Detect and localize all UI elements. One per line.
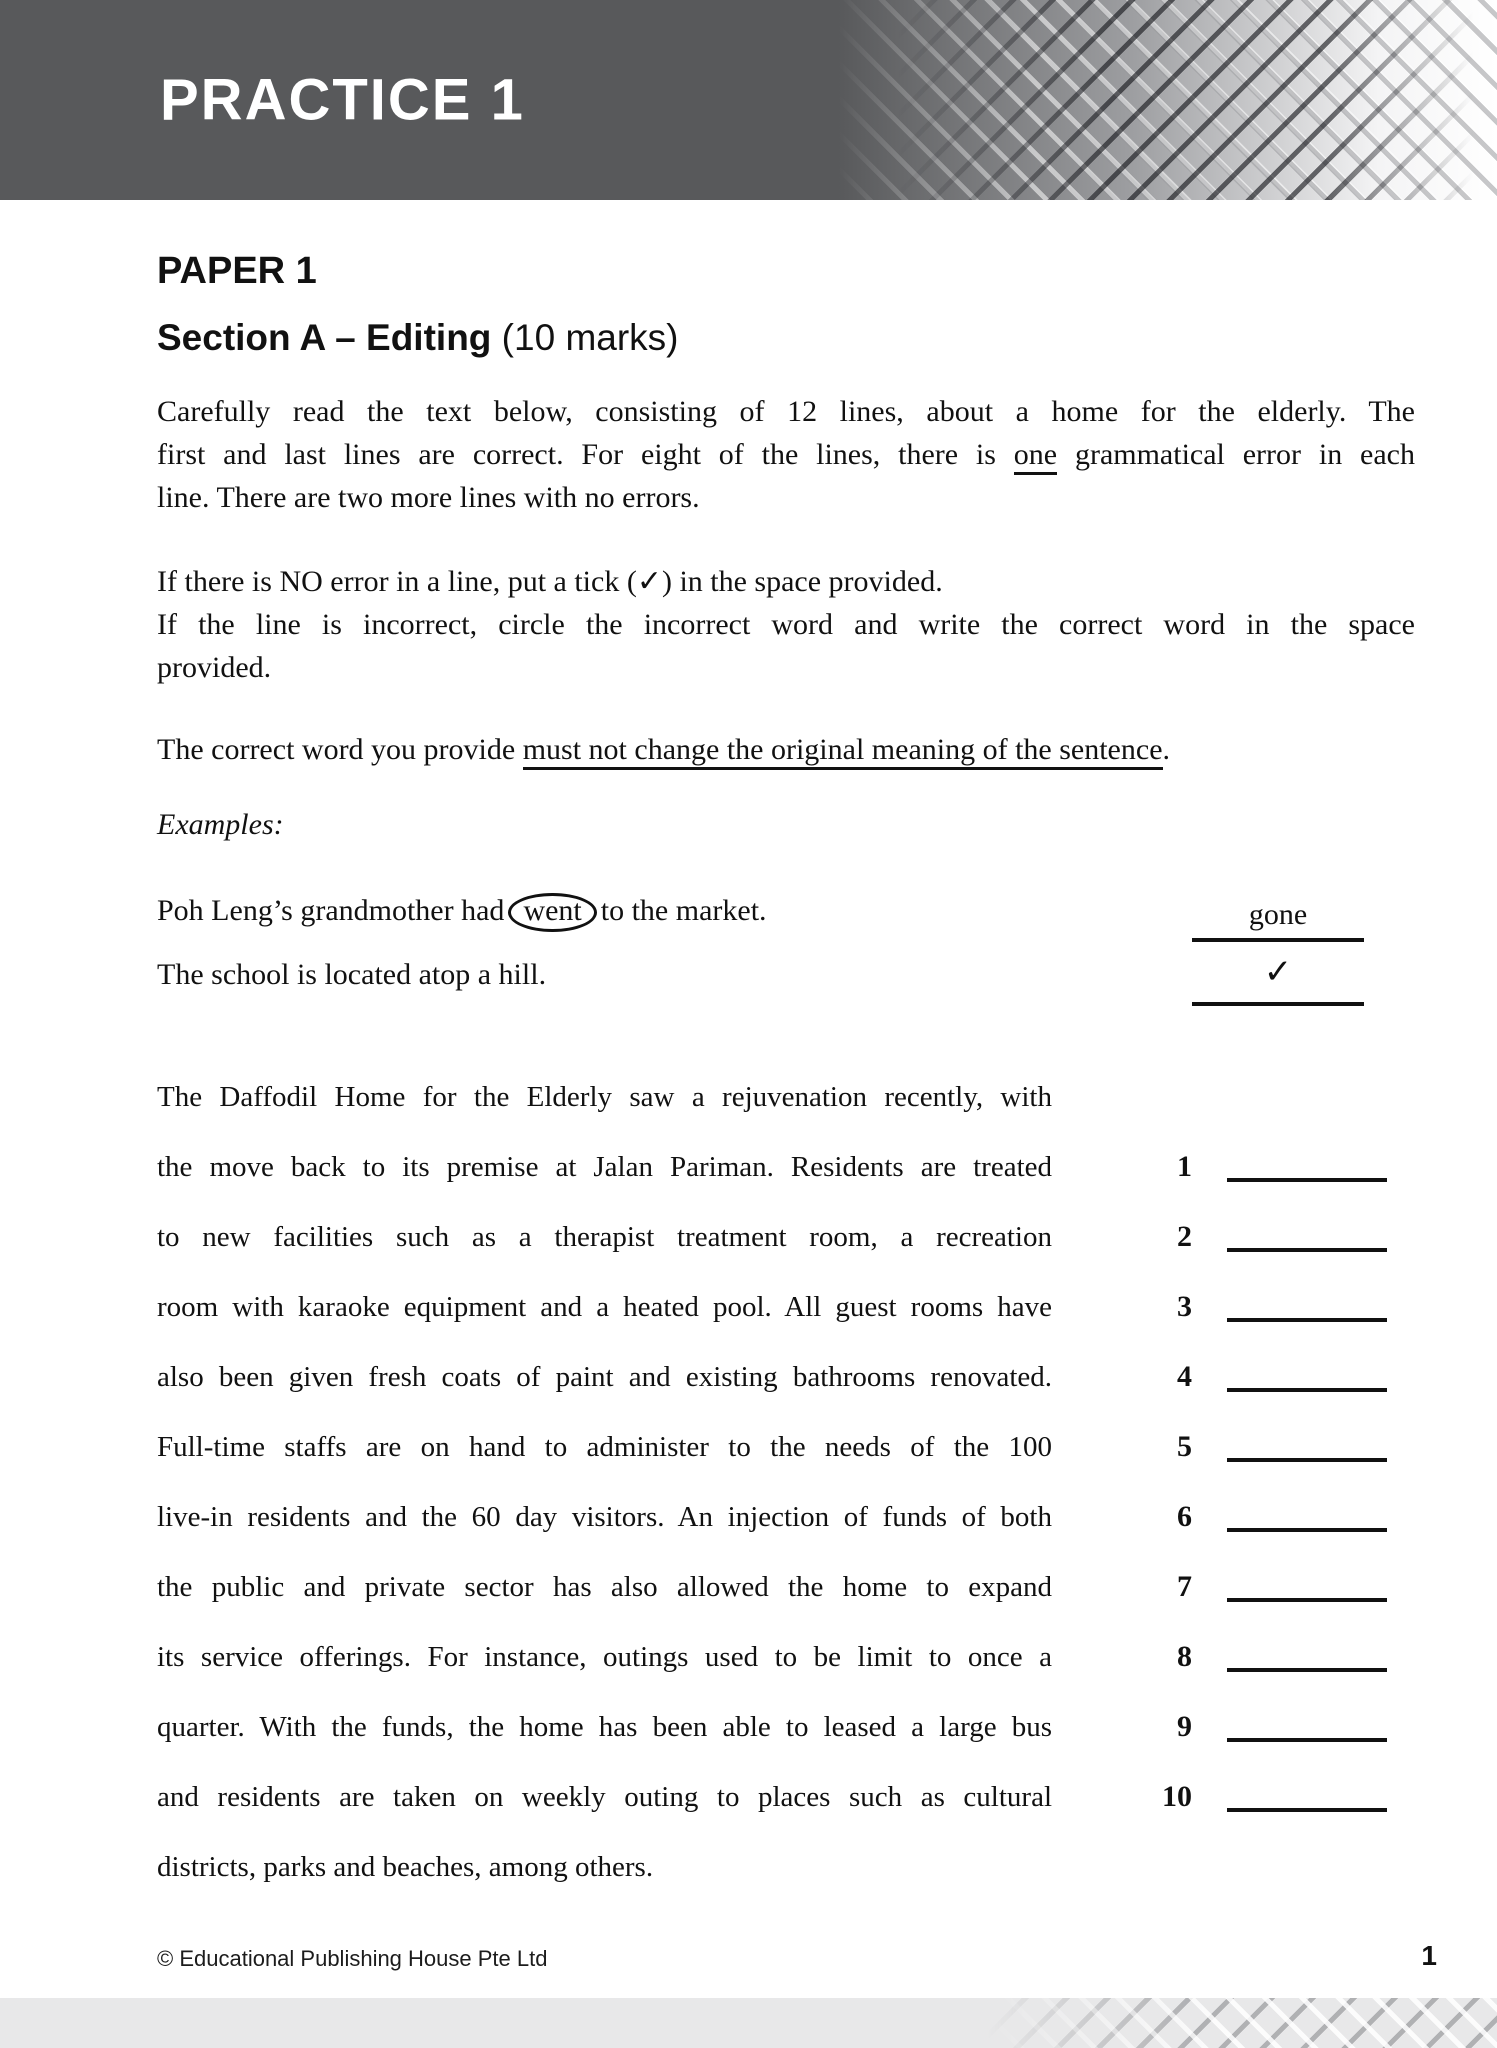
instructions-paragraph-3 bbox=[157, 728, 1415, 771]
passage-text: Full-time staffs are on hand to administer to the needs of the 100 bbox=[157, 1431, 1052, 1463]
answer-blank bbox=[1227, 1528, 1387, 1532]
footer-page-number: 1 bbox=[1421, 1940, 1437, 1971]
instruction-text: The correct word you provide bbox=[157, 733, 523, 766]
passage-line bbox=[157, 1132, 1397, 1202]
example-text: Poh Leng’s grandmother had bbox=[157, 894, 505, 927]
answer-blank bbox=[1227, 1598, 1387, 1602]
passage-line bbox=[157, 1762, 1397, 1832]
line-number: 4 bbox=[1177, 1360, 1192, 1393]
instruction-text: If there is NO error in a line, put a tick (✓) in the space provided. bbox=[157, 565, 943, 598]
answer-blank bbox=[1227, 1668, 1387, 1672]
diagonal-stripes-dark bbox=[898, 0, 1497, 200]
line-number: 10 bbox=[1162, 1780, 1192, 1813]
editing-passage bbox=[157, 1062, 1397, 1902]
instruction-text: grammatical error in each bbox=[1057, 438, 1415, 471]
instruction-line bbox=[157, 728, 1415, 771]
line-number: 1 bbox=[1177, 1150, 1192, 1183]
passage-text: The Daffodil Home for the Elderly saw a rejuvenation recently, with bbox=[157, 1081, 1052, 1113]
instructions-paragraph-1 bbox=[157, 390, 1415, 519]
passage-text: live-in residents and the 60 day visitors. An injection of funds of both bbox=[157, 1501, 1052, 1533]
underlined-word: one bbox=[1014, 438, 1057, 475]
instruction-text: first and last lines are correct. For eight of the lines, there is bbox=[157, 438, 1014, 471]
bottom-band bbox=[0, 1998, 1497, 2048]
answer-blank bbox=[1227, 1388, 1387, 1392]
line-number: 2 bbox=[1177, 1220, 1192, 1253]
passage-text: its service offerings. For instance, outings used to be limit to once a bbox=[157, 1641, 1052, 1673]
footer-copyright: © Educational Publishing House Pte Ltd bbox=[157, 1946, 548, 1971]
passage-text: districts, parks and beaches, among others. bbox=[157, 1851, 654, 1883]
answer-blank bbox=[1227, 1738, 1387, 1742]
example-text: The school is located atop a hill. bbox=[157, 958, 547, 991]
passage-line bbox=[157, 1552, 1397, 1622]
passage-text: room with karaoke equipment and a heated pool. All guest rooms have bbox=[157, 1291, 1052, 1323]
line-number: 7 bbox=[1177, 1570, 1192, 1603]
underlined-phrase: must not change the original meaning of the sentence bbox=[523, 733, 1163, 770]
passage-text: and residents are taken on weekly outing to places such as cultural bbox=[157, 1781, 1052, 1813]
instruction-line bbox=[157, 433, 1415, 476]
passage-line bbox=[157, 1412, 1397, 1482]
bottom-diagonal-stripes-light bbox=[988, 1998, 1497, 2048]
section-title bbox=[157, 317, 678, 359]
answer-blank bbox=[1227, 1178, 1387, 1182]
passage-text: the public and private sector has also allowed the home to expand bbox=[157, 1571, 1052, 1603]
passage-line bbox=[157, 1062, 1397, 1132]
passage-text: also been given fresh coats of paint and existing bathrooms renovated. bbox=[157, 1361, 1052, 1393]
instruction-line bbox=[157, 476, 1415, 519]
answer-blank bbox=[1227, 1458, 1387, 1462]
line-number: 6 bbox=[1177, 1500, 1192, 1533]
passage-line bbox=[157, 1622, 1397, 1692]
instruction-text: line. There are two more lines with no errors. bbox=[157, 481, 700, 514]
passage-line bbox=[157, 1202, 1397, 1272]
instruction-text: provided. bbox=[157, 651, 272, 684]
examples-label: Examples: bbox=[157, 808, 284, 841]
example-sentence-1 bbox=[157, 893, 767, 932]
instruction-line bbox=[157, 560, 1415, 603]
line-number: 3 bbox=[1177, 1290, 1192, 1323]
example-answer-blank-1: gone bbox=[1192, 898, 1364, 942]
example-sentence-2 bbox=[157, 958, 546, 992]
instruction-line bbox=[157, 603, 1415, 646]
passage-text: the move back to its premise at Jalan Pariman. Residents are treated bbox=[157, 1151, 1052, 1183]
paper-title: PAPER 1 bbox=[157, 250, 317, 292]
passage-line bbox=[157, 1832, 1397, 1902]
passage-line bbox=[157, 1272, 1397, 1342]
header-banner bbox=[0, 0, 1497, 200]
answer-blank bbox=[1227, 1808, 1387, 1812]
line-number: 8 bbox=[1177, 1640, 1192, 1673]
line-number: 9 bbox=[1177, 1710, 1192, 1743]
instruction-text: . bbox=[1162, 733, 1171, 766]
circled-word: went bbox=[508, 893, 596, 932]
instructions-paragraph-2 bbox=[157, 560, 1415, 689]
answer-blank bbox=[1227, 1318, 1387, 1322]
passage-line bbox=[157, 1482, 1397, 1552]
passage-text: quarter. With the funds, the home has been able to leased a large bus bbox=[157, 1711, 1052, 1743]
instruction-text: If the line is incorrect, circle the incorrect word and write the correct word in the space bbox=[157, 608, 1415, 641]
section-marks: (10 marks) bbox=[491, 317, 679, 358]
line-number: 5 bbox=[1177, 1430, 1192, 1463]
instruction-line bbox=[157, 390, 1415, 433]
instruction-text: Carefully read the text below, consisting of 12 lines, about a home for the elderly. The bbox=[157, 395, 1415, 428]
answer-blank bbox=[1227, 1248, 1387, 1252]
passage-line bbox=[157, 1692, 1397, 1762]
practice-title: PRACTICE 1 bbox=[160, 67, 525, 133]
passage-text: to new facilities such as a therapist treatment room, a recreation bbox=[157, 1221, 1052, 1253]
example-text: to the market. bbox=[600, 894, 767, 927]
instruction-line bbox=[157, 646, 1415, 689]
passage-line bbox=[157, 1342, 1397, 1412]
section-title-bold: Section A – Editing bbox=[157, 317, 492, 358]
example-answer-blank-2: ✓ bbox=[1192, 952, 1364, 1006]
